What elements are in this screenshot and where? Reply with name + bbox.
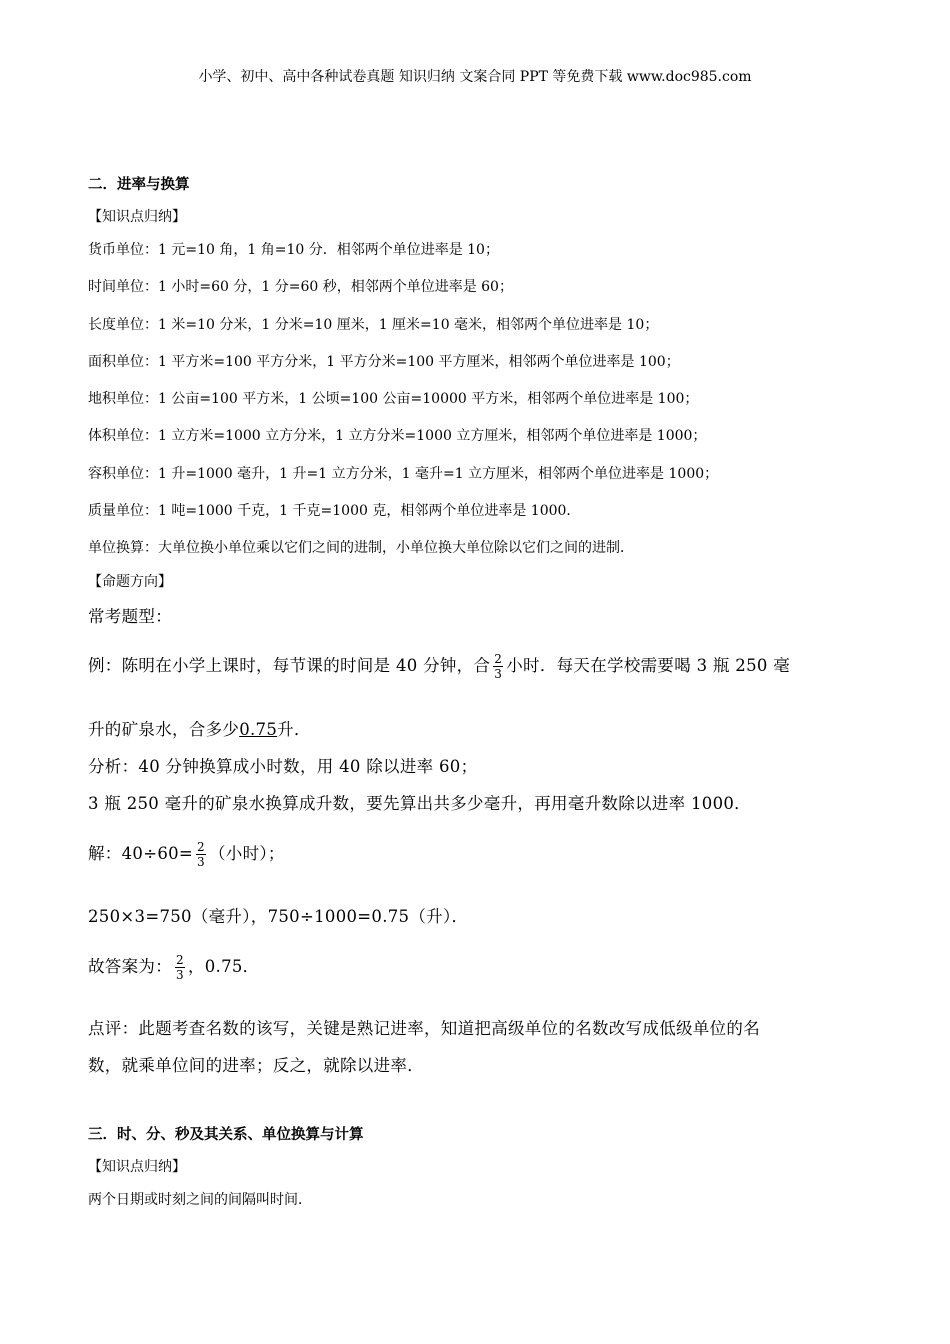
rate-line-capacity: 容积单位：1 升=1000 毫升，1 升=1 立方分米，1 毫升=1 立方厘米，相邻两个单位进率是 1000； [88, 466, 719, 482]
rate-line-land: 地积单位：1 公亩=100 平方米，1 公顷=100 公亩=10000 平方米，相邻两个单位进率是 100； [88, 391, 699, 407]
knowledge-tag: 【知识点归纳】 [88, 1159, 186, 1175]
example-text-b: 小时．每天在学校需要喝 3 瓶 250 毫 [506, 656, 791, 675]
analysis-line-1: 分析：40 分钟换算成小时数，用 40 除以进率 60； [88, 757, 478, 776]
example-text-a: 例：陈明在小学上课时，每节课的时间是 40 分钟，合 [88, 656, 491, 675]
example-answer: 0.75 [239, 720, 278, 739]
rate-line-volume: 体积单位：1 立方米=1000 立方分米，1 立方分米=1000 立方厘米，相邻两个单位进率是 1000； [88, 428, 707, 444]
example-line-1 [88, 652, 790, 681]
comment-line-1: 点评：此题考查名数的该写，关键是熟记进率，知道把高级单位的名数改写成低级单位的名 [88, 1019, 760, 1038]
common-type-label: 常考题型： [88, 607, 172, 626]
section-3-title: 三．时、分、秒及其关系、单位换算与计算 [88, 1126, 364, 1143]
knowledge-tag: 【知识点归纳】 [88, 209, 186, 225]
answer-line: 故答案为： $\frac{2}{3}$ ，0.75． [88, 953, 260, 982]
rate-line-conversion: 单位换算：大单位换小单位乘以它们之间的进制，小单位换大单位除以它们之间的进制． [88, 540, 634, 556]
rate-line-mass: 质量单位：1 吨=1000 千克，1 千克=1000 克，相邻两个单位进率是 1000． [88, 503, 581, 519]
time-definition-line: 两个日期或时刻之间的间隔叫时间． [88, 1192, 312, 1208]
rate-line-currency: 货币单位：1 元=10 角，1 角=10 分．相邻两个单位进率是 10； [88, 242, 499, 258]
rate-line-time: 时间单位：1 小时=60 分，1 分=60 秒，相邻两个单位进率是 60； [88, 279, 513, 295]
direction-tag: 【命题方向】 [88, 574, 172, 590]
section-2-title: 二．进率与换算 [88, 176, 190, 193]
fraction-two-thirds: $\frac{2}{3}$ [176, 953, 184, 982]
solution-line-1: 解：40÷60= $\frac{2}{3}$ （小时）； [88, 840, 285, 869]
example-line-2: 升的矿泉水，合多少0.75升． [88, 720, 311, 739]
page-header: 小学、初中、高中各种试卷真题 知识归纳 文案合同 PPT 等免费下载 www.doc985.com [198, 69, 752, 85]
rate-line-area: 面积单位：1 平方米=100 平方分米，1 平方分米=100 平方厘米，相邻两个单位进率是 100； [88, 354, 680, 370]
solution-line-2: 250×3=750（毫升），750÷1000=0.75（升）． [88, 907, 469, 926]
fraction-two-thirds: $\frac{2}{3}$ [494, 652, 503, 681]
analysis-line-2: 3 瓶 250 毫升的矿泉水换算成升数，要先算出共多少毫升，再用毫升数除以进率 1000． [88, 794, 751, 813]
fraction-two-thirds: $\frac{2}{3}$ [197, 840, 205, 869]
rate-line-length: 长度单位：1 米=10 分米，1 分米=10 厘米，1 厘米=10 毫米，相邻两个单位进率是 10； [88, 317, 659, 333]
comment-line-2: 数，就乘单位间的进率；反之，就除以进率． [88, 1056, 424, 1075]
